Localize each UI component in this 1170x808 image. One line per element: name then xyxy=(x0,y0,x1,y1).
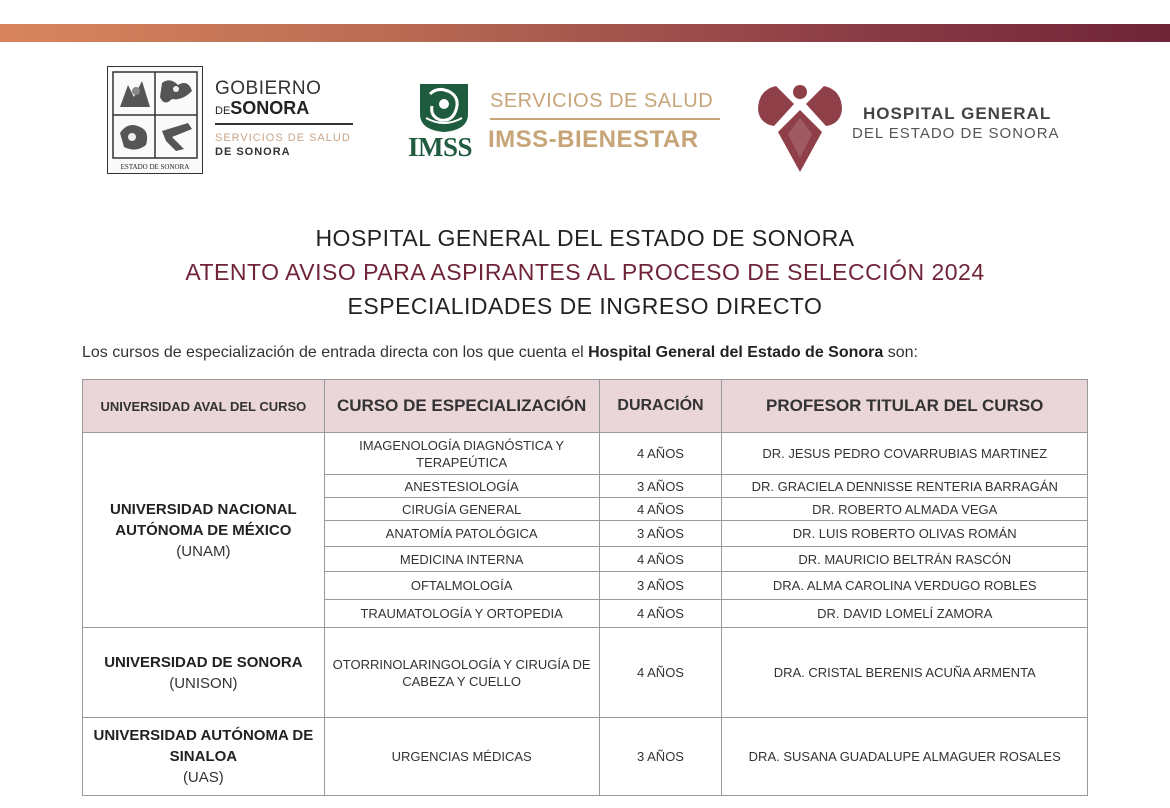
course-cell: OTORRINOLARINGOLOGÍA Y CIRUGÍA DE CABEZA Y CUELLO xyxy=(324,628,599,718)
courses-table xyxy=(82,379,1088,796)
university-cell xyxy=(83,718,325,796)
course-cell: ANATOMÍA PATOLÓGICA xyxy=(324,521,599,547)
hospital-general-logo xyxy=(754,82,1074,174)
top-gradient-bar xyxy=(0,24,1170,42)
duration-cell: 3 AÑOS xyxy=(599,718,722,796)
university-name: UNIVERSIDAD DE SONORA xyxy=(104,653,303,671)
university-abbr: (UAS) xyxy=(182,769,224,786)
imss-wordmark: IMSS xyxy=(408,132,473,162)
university-abbr: (UNISON) xyxy=(169,674,238,692)
header-course: CURSO DE ESPECIALIZACIÓN xyxy=(324,380,599,433)
duration-cell: 4 AÑOS xyxy=(599,433,722,475)
header-university: UNIVERSIDAD AVAL DEL CURSO xyxy=(83,380,325,433)
university-cell xyxy=(83,628,325,718)
professor-cell: DR. MAURICIO BELTRÁN RASCÓN xyxy=(722,547,1088,572)
course-cell: OFTALMOLOGÍA xyxy=(324,572,599,600)
sonora-logo-de: DE xyxy=(215,105,231,117)
sonora-logo-divider xyxy=(215,123,353,125)
professor-cell: DRA. ALMA CAROLINA VERDUGO ROBLES xyxy=(722,572,1088,600)
page-subtitle-2: ESPECIALIDADES DE INGRESO DIRECTO xyxy=(347,293,823,319)
professor-cell: DR. LUIS ROBERTO OLIVAS ROMÁN xyxy=(722,521,1088,547)
course-cell: TRAUMATOLOGÍA Y ORTOPEDIA xyxy=(324,600,599,628)
duration-cell: 4 AÑOS xyxy=(599,628,722,718)
imss-logo-line1: SERVICIOS DE SALUD xyxy=(490,90,714,112)
sonora-seal-icon xyxy=(107,66,203,174)
sonora-logo-line4: DE SONORA xyxy=(215,145,291,158)
course-cell: MEDICINA INTERNA xyxy=(324,547,599,572)
imss-logo-line2: IMSS-BIENESTAR xyxy=(488,126,699,153)
university-name: UNIVERSIDAD AUTÓNOMA DE SINALOA xyxy=(93,727,314,765)
intro-after: son: xyxy=(883,344,918,361)
professor-cell: DR. DAVID LOMELÍ ZAMORA xyxy=(722,600,1088,628)
university-name: UNIVERSIDAD NACIONAL AUTÓNOMA DE MÉXICO xyxy=(110,500,297,539)
sonora-logo-line2 xyxy=(215,98,390,121)
page-title: HOSPITAL GENERAL DEL ESTADO DE SONORA xyxy=(315,225,855,251)
professor-cell: DR. GRACIELA DENNISSE RENTERIA BARRAGÁN xyxy=(722,475,1088,498)
duration-cell: 4 AÑOS xyxy=(599,600,722,628)
intro-bold: Hospital General del Estado de Sonora xyxy=(588,344,884,361)
course-cell: IMAGENOLOGÍA DIAGNÓSTICA Y TERAPEÚTICA xyxy=(324,433,599,475)
duration-cell: 4 AÑOS xyxy=(599,498,722,521)
table-row xyxy=(83,628,1088,718)
gobierno-sonora-logo xyxy=(107,66,351,174)
professor-cell: DRA. CRISTAL BERENIS ACUÑA ARMENTA xyxy=(722,628,1088,718)
intro-paragraph xyxy=(82,344,918,362)
table-row xyxy=(83,718,1088,796)
imss-logo-divider xyxy=(490,118,720,121)
professor-cell: DR. ROBERTO ALMADA VEGA xyxy=(722,498,1088,521)
duration-cell: 3 AÑOS xyxy=(599,475,722,498)
course-cell: URGENCIAS MÉDICAS xyxy=(324,718,599,796)
hospital-logo-line2: DEL ESTADO DE SONORA xyxy=(852,125,1060,142)
imss-emblem-icon xyxy=(412,80,476,134)
sonora-logo-name: SONORA xyxy=(230,98,310,118)
course-cell: ANESTESIOLOGÍA xyxy=(324,475,599,498)
seal-caption: ESTADO DE SONORA xyxy=(120,163,190,171)
duration-cell: 3 AÑOS xyxy=(599,572,722,600)
intro-before: Los cursos de especialización de entrada directa con los que cuenta el xyxy=(82,344,589,361)
professor-cell: DR. JESUS PEDRO COVARRUBIAS MARTINEZ xyxy=(722,433,1088,475)
imss-bienestar-logo xyxy=(408,80,728,160)
course-cell: CIRUGÍA GENERAL xyxy=(324,498,599,521)
university-abbr: (UNAM) xyxy=(176,542,231,560)
page-subtitle: ATENTO AVISO PARA ASPIRANTES AL PROCESO DE SELECCIÓN 2024 xyxy=(185,259,985,285)
university-cell xyxy=(83,433,325,628)
sonora-logo-line1: GOBIERNO xyxy=(215,78,322,99)
duration-cell: 4 AÑOS xyxy=(599,547,722,572)
hospital-heart-icon xyxy=(754,82,846,174)
header-duration: DURACIÓN xyxy=(599,380,722,433)
table-row xyxy=(83,433,1088,475)
sonora-logo-text xyxy=(215,80,390,159)
sonora-logo-line3: SERVICIOS DE SALUD xyxy=(215,131,351,144)
duration-cell: 3 AÑOS xyxy=(599,521,722,547)
hospital-logo-line1: HOSPITAL GENERAL xyxy=(863,104,1052,123)
header-professor: PROFESOR TITULAR DEL CURSO xyxy=(722,380,1088,433)
professor-cell: DRA. SUSANA GUADALUPE ALMAGUER ROSALES xyxy=(722,718,1088,796)
table-header-row xyxy=(83,380,1088,433)
